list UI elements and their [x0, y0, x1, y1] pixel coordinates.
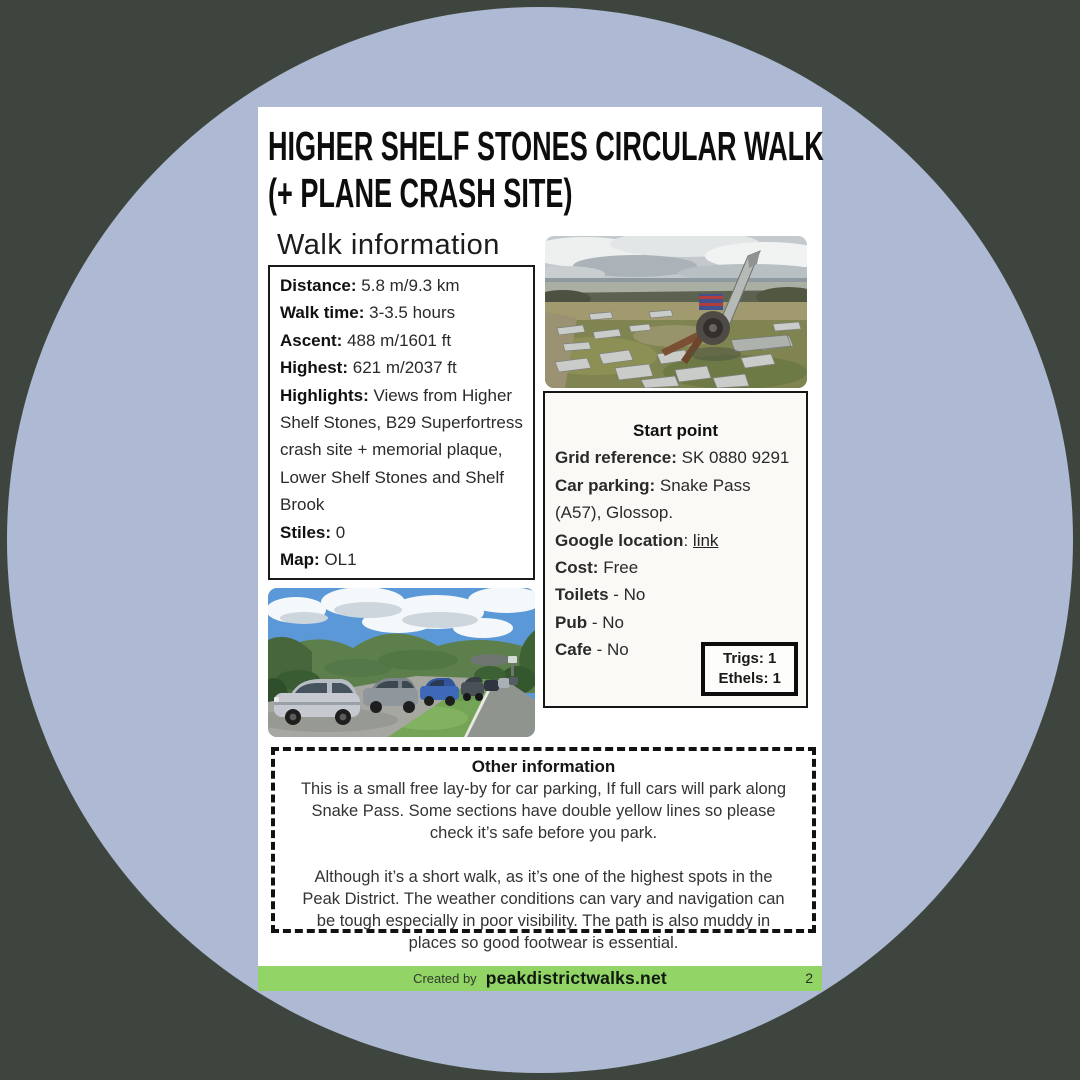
start-row-car-parking: Car parking: Snake Pass (A57), Glossop. [555, 475, 751, 523]
page-title [268, 123, 824, 217]
walk-info-row-map: Map: OL1 [280, 550, 357, 570]
walk-guide-page [258, 107, 822, 991]
car-parking-photo [268, 588, 535, 737]
walk-info-row-ascent: Ascent: 488 m/1601 ft [280, 330, 452, 350]
created-by-label: Created by [413, 971, 477, 986]
page-title-line2: (+ PLANE CRASH SITE) [268, 170, 573, 216]
walk-info-row-stiles: Stiles: 0 [280, 522, 346, 542]
start-row-pub: Pub - No [555, 612, 624, 632]
footer-bar [258, 966, 822, 991]
walk-info-row-walk-time: Walk time: 3-3.5 hours [280, 303, 456, 323]
walk-info-row-distance: Distance: 5.8 m/9.3 km [280, 276, 460, 295]
site-name: peakdistrictwalks.net [485, 968, 667, 988]
other-information-box [271, 747, 816, 952]
crash-site-photo [545, 236, 807, 388]
start-row-grid-reference: Grid reference: SK 0880 9291 [555, 448, 790, 468]
start-row-google-location: Google location: link [555, 530, 719, 550]
google-location-link[interactable]: link [692, 530, 719, 550]
walk-information-box [268, 265, 535, 580]
other-information-para1: This is a small free lay-by for car parking, If full cars will park along Snake Pass. Some sections have double yellow lines so please check it’s safe before you park. [300, 780, 787, 842]
paragraph-gap [297, 844, 790, 866]
start-point-box [543, 391, 808, 708]
trigs-ethels-box [701, 642, 798, 696]
walk-information-heading: Walk information [277, 229, 500, 261]
other-information-para2: Although it’s a short walk, as it’s one of the highest spots in the Peak District. The weather conditions can vary and navigation can be tough especially in poor visibility. The path is also muddy in places so good footwear is essential. [302, 868, 785, 952]
start-row-cafe: Cafe - No [555, 640, 629, 660]
page-number: 2 [805, 970, 813, 986]
trigs-count: Trigs: 1 [723, 650, 777, 667]
start-row-cost: Cost: Free [555, 558, 639, 578]
other-information-heading: Other information [471, 757, 616, 776]
walk-info-row-highlights: Highlights: Views from Higher Shelf Stones, B29 Superfortress crash site + memorial plaque, Lower Shelf Stones and Shelf Brook [280, 385, 523, 515]
ethels-count: Ethels: 1 [718, 670, 781, 687]
page-title-line1: HIGHER SHELF STONES CIRCULAR WALK [268, 123, 824, 169]
start-row-toilets: Toilets - No [555, 585, 646, 605]
walk-info-row-highest: Highest: 621 m/2037 ft [280, 358, 457, 378]
start-point-heading: Start point [633, 421, 718, 440]
